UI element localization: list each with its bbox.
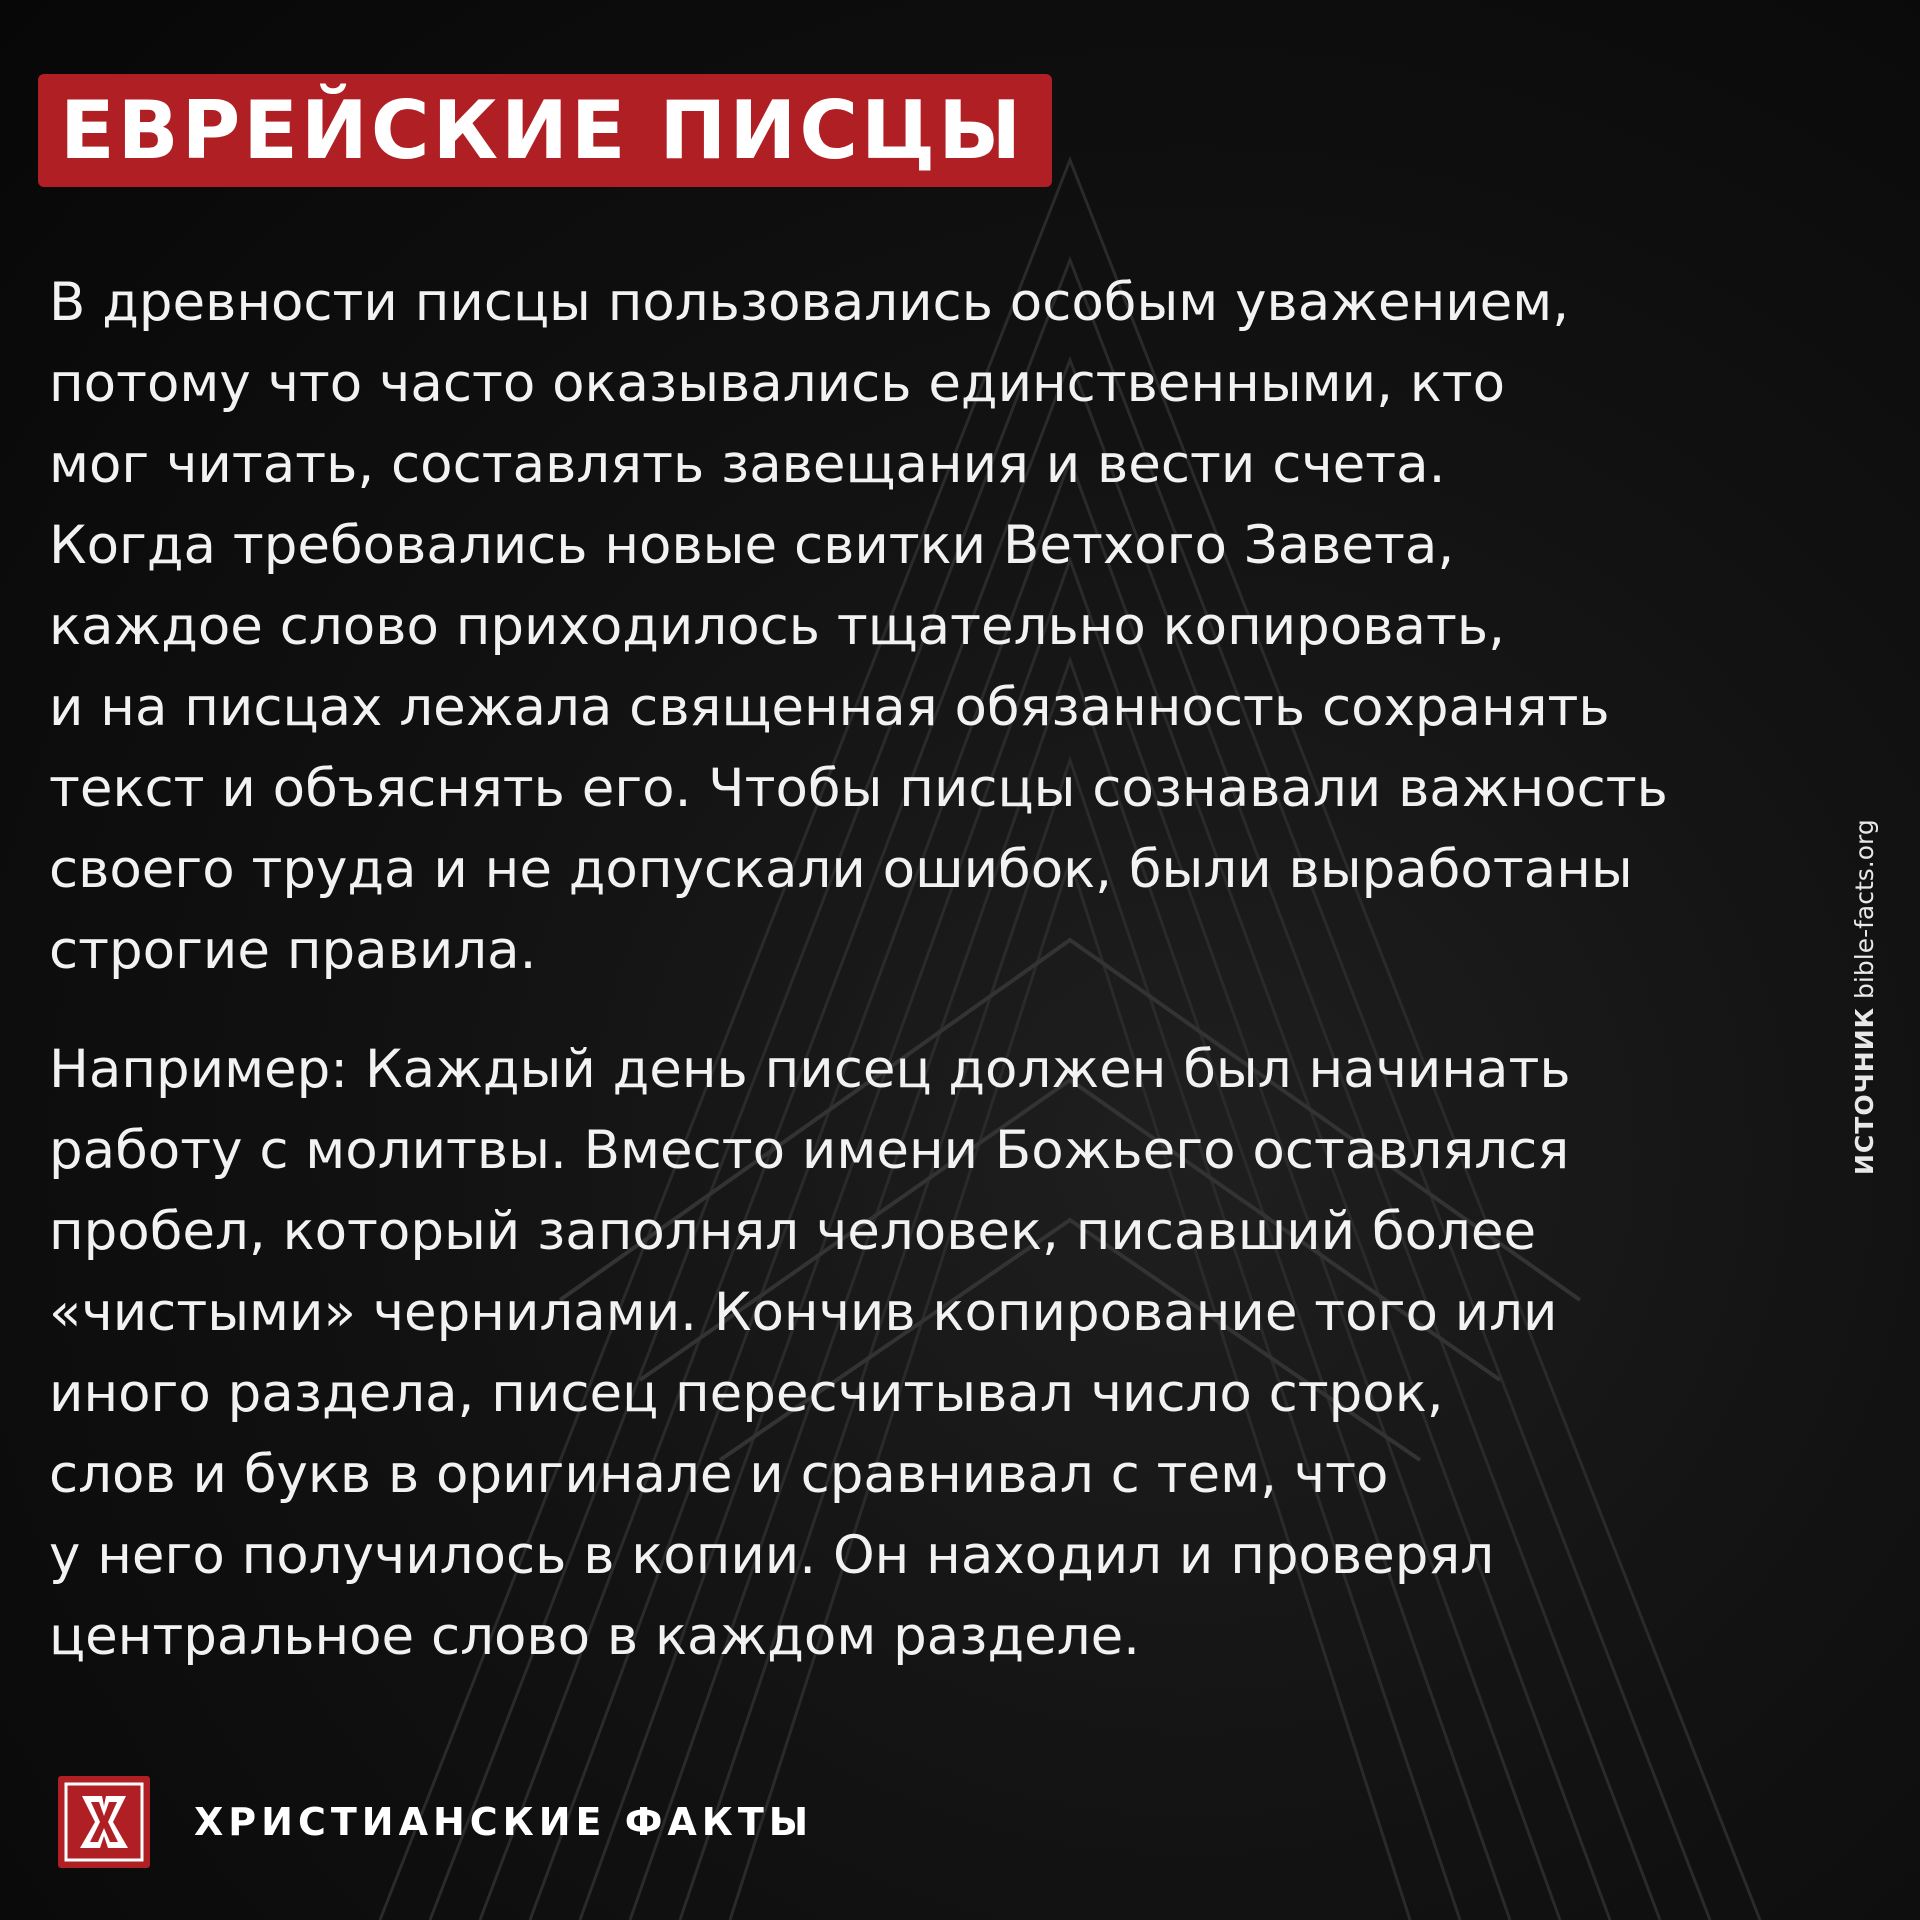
text-line: Например: Каждый день писец должен был начинать bbox=[49, 1039, 1571, 1100]
text-line: центральное слово в каждом разделе. bbox=[49, 1606, 1141, 1667]
text-line: текст и объяснять его. Чтобы писцы сознавали важность bbox=[49, 758, 1668, 819]
text-line: иного раздела, писец пересчитывал число строк, bbox=[49, 1363, 1444, 1424]
text-line: слов и букв в оригинале и сравнивал с тем, что bbox=[49, 1444, 1389, 1505]
text-line: Когда требовались новые свитки Ветхого Завета, bbox=[49, 515, 1455, 576]
text-line: В древности писцы пользовались особым уважением, bbox=[49, 272, 1570, 333]
text-line: «чистыми» чернилами. Кончив копирование того или bbox=[49, 1282, 1558, 1343]
brand-name: ХРИСТИАНСКИЕ ФАКТЫ bbox=[194, 1800, 814, 1844]
brand-footer bbox=[58, 1776, 813, 1868]
text-line: каждое слово приходилось тщательно копировать, bbox=[49, 596, 1505, 657]
x-logo-icon bbox=[58, 1776, 150, 1868]
text-line: мог читать, составлять завещания и вести счета. bbox=[49, 434, 1446, 495]
source-credit bbox=[1850, 819, 1879, 1175]
text-line: и на писцах лежала священная обязанность сохранять bbox=[49, 677, 1610, 738]
title-badge bbox=[38, 74, 1052, 187]
text-line: работу с молитвы. Вместо имени Божьего оставлялся bbox=[49, 1120, 1570, 1181]
text-line: у него получилось в копии. Он находил и проверял bbox=[49, 1525, 1495, 1586]
text-line: своего труда и не допускали ошибок, были выработаны bbox=[49, 839, 1633, 900]
text-line: пробел, который заполнял человек, писавший более bbox=[49, 1201, 1537, 1262]
text-line: потому что часто оказывались единственными, кто bbox=[49, 353, 1506, 414]
source-label: ИСТОЧНИК bbox=[1850, 1006, 1879, 1175]
article-body bbox=[49, 262, 1789, 1677]
page-title: ЕВРЕЙСКИЕ ПИСЦЫ bbox=[60, 84, 1025, 177]
source-site: bible-facts.org bbox=[1850, 819, 1879, 999]
text-line: строгие правила. bbox=[49, 920, 537, 981]
paragraph-2 bbox=[49, 1029, 1789, 1677]
paragraph-1 bbox=[49, 262, 1789, 991]
